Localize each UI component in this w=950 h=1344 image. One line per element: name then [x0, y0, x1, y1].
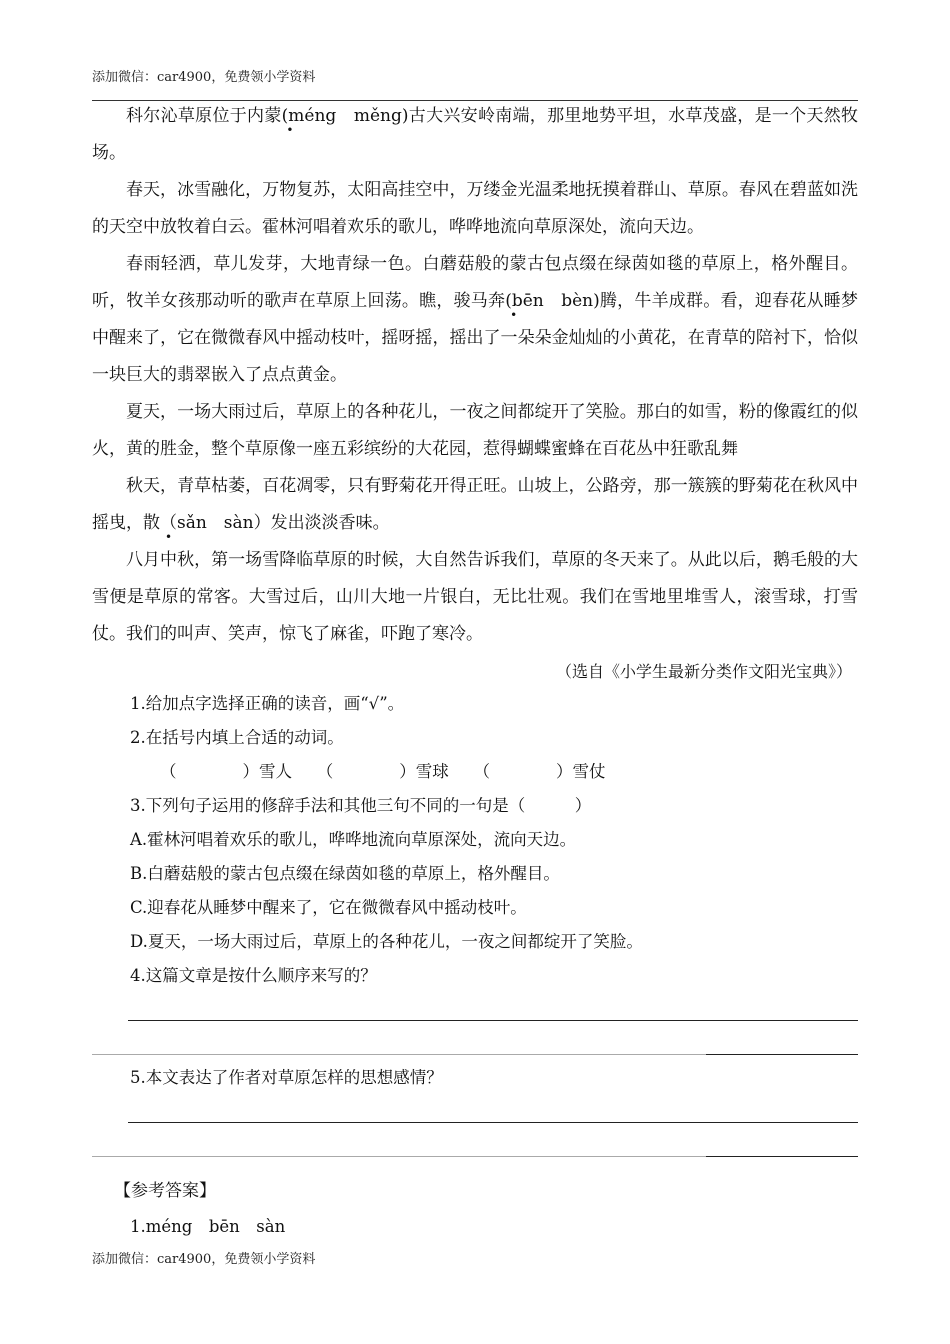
header-note: 添加微信：car4900，免费领小学资料 [92, 70, 316, 85]
paragraph-1 [92, 98, 858, 172]
paragraph-1-text-b: (méng měng)古大兴安岭南端，那里地势平坦，水草茂盛，是一个天然牧场。 [92, 106, 859, 163]
paragraph-3-text-b: (bēn bèn)腾，牛羊成群。看，迎春花从睡梦中醒来了，它在微微春风中摇动枝叶，摇呀摇，摇出了一朵朵金灿灿的小黄花，在青草的陪衬下，恰似一块巨大的翡翠嵌入了点点黄金。 [92, 291, 858, 385]
question-3: 3.下列句子运用的修辞手法和其他三句不同的一句是（ ） [130, 796, 592, 815]
paragraph-3-text-a: 春雨轻洒，草儿发芽，大地青绿一色。白蘑菇般的蒙古包点缀在绿茵如毯的草原上，格外醒目。听，牧羊女孩那动听的歌声在草原上回荡。瞧，骏马 [92, 254, 858, 311]
source-citation: （选自《小学生最新分类作文阳光宝典》） [555, 662, 852, 681]
paragraph-2: 春天，冰雪融化，万物复苏，太阳高挂空中，万缕金光温柔地抚摸着群山、草原。春风在碧蓝如洗的天空中放牧着白云。霍林河唱着欢乐的歌儿，哗哗地流向草原深处，流向天边。 [92, 180, 858, 237]
question-1: 1.给加点字选择正确的读音，画“√”。 [130, 694, 405, 713]
footer-note: 添加微信：car4900，免费领小学资料 [92, 1252, 316, 1267]
paragraph-5-text-a: 秋天，青草枯萎，百花凋零，只有野菊花开得正旺。山坡上，公路旁，那一簇簇的野菊花在秋风中摇曳， [92, 476, 858, 533]
question-3-option-b: B.白蘑菇般的蒙古包点缀在绿茵如毯的草原上，格外醒目。 [130, 864, 560, 883]
question-3-option-d: D.夏天，一场大雨过后，草原上的各种花儿，一夜之间都绽开了笑脸。 [130, 932, 643, 951]
dotted-char-meng: 蒙 [264, 106, 282, 126]
dotted-char-ben: 奔 [488, 291, 506, 311]
question-4-answer-line-2[interactable] [92, 1027, 858, 1061]
document-body [92, 98, 858, 1245]
question-2-blanks[interactable]: （ ）雪人 （ ）雪球 （ ）雪仗 [160, 762, 606, 781]
question-2: 2.在括号内填上合适的动词。 [130, 728, 344, 747]
question-3-option-c: C.迎春花从睡梦中醒来了，它在微微春风中摇动枝叶。 [130, 898, 527, 917]
question-5-answer-line-1[interactable] [92, 1095, 858, 1129]
answer-1: 1.méng bēn sàn [130, 1217, 286, 1236]
question-4: 4.这篇文章是按什么顺序来写的？ [130, 966, 377, 985]
paragraph-3 [92, 246, 858, 394]
question-5: 5.本文表达了作者对草原怎样的思想感情？ [130, 1068, 443, 1087]
paragraph-5 [92, 468, 858, 542]
question-5-answer-line-2[interactable] [92, 1129, 858, 1163]
paragraph-4: 夏天，一场大雨过后，草原上的各种花儿，一夜之间都绽开了笑脸。那白的如雪，粉的像霞红的似火，黄的胜金，整个草原像一座五彩缤纷的大花园，惹得蝴蝶蜜蜂在百花丛中狂歌乱舞 [92, 402, 858, 459]
question-3-option-a: A.霍林河唱着欢乐的歌儿，哗哗地流向草原深处，流向天边。 [130, 830, 577, 849]
paragraph-6: 八月中秋，第一场雪降临草原的时候，大自然告诉我们，草原的冬天来了。从此以后，鹅毛般的大雪便是草原的常客。大雪过后，山川大地一片银白，无比壮观。我们在雪地里堆雪人，滚雪球，打雪仗。我们的叫声、笑声，惊飞了麻雀，吓跑了寒冷。 [92, 550, 858, 644]
question-4-answer-line-1[interactable] [92, 993, 858, 1027]
paragraph-1-text-a: 科尔沁草原位于内 [126, 106, 265, 126]
answer-section-title: 【参考答案】 [114, 1181, 216, 1201]
dotted-char-san: 散 [143, 513, 160, 533]
paragraph-5-text-b: （sǎn sàn）发出淡淡香味。 [160, 513, 390, 533]
